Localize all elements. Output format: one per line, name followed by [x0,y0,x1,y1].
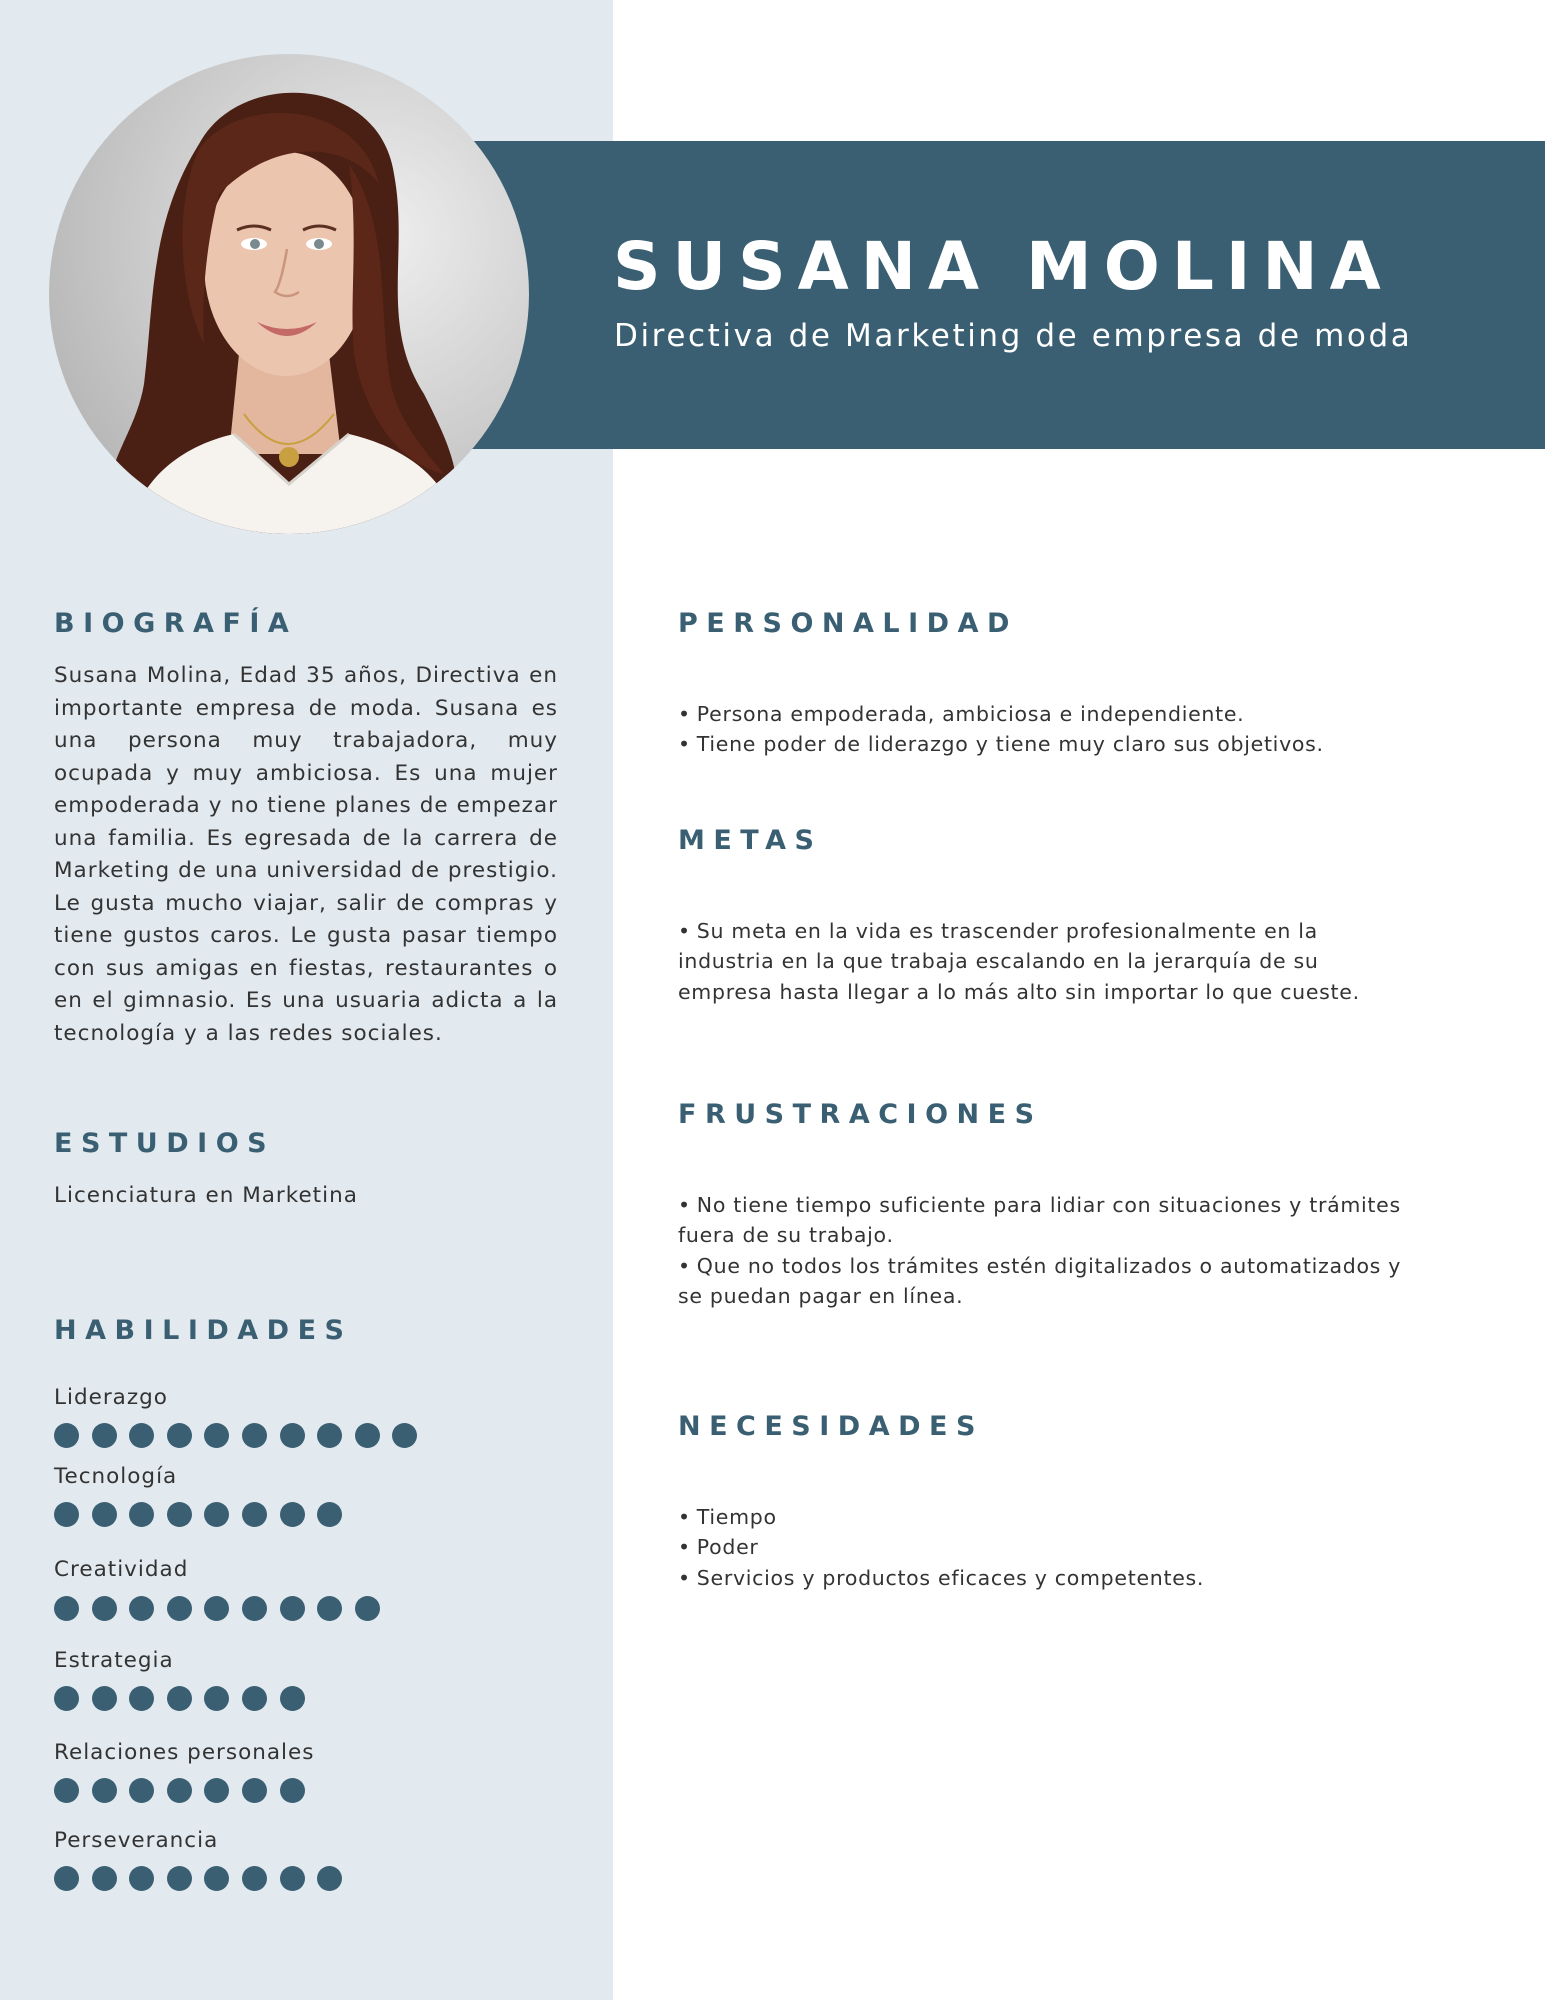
job-title: Directiva de Marketing de empresa de moda [614,318,1413,354]
rating-dot [129,1502,154,1527]
list-item-text: Tiempo [696,1505,777,1529]
list-item-text: Persona empoderada, ambiciosa e independiente. [696,702,1245,726]
rating-dot [242,1778,267,1803]
rating-dot [167,1866,192,1891]
rating-dot [54,1502,79,1527]
skills-heading: HABILIDADES [54,1315,353,1346]
rating-dot [204,1778,229,1803]
studies-text: Licenciatura en Marketina [54,1183,358,1208]
list-item [678,1532,1204,1562]
rating-dot [167,1596,192,1621]
rating-dot [92,1596,117,1621]
rating-dot [54,1423,79,1448]
rating-dot [167,1778,192,1803]
skill-rating [54,1502,355,1528]
profile-photo [49,54,529,534]
list-item-text: Tiene poder de liderazgo y tiene muy claro sus objetivos. [696,732,1324,757]
rating-dot [280,1423,305,1448]
list-item [678,699,1324,729]
rating-dot [92,1502,117,1527]
rating-dot [54,1596,79,1621]
bullet-icon: • [678,1565,691,1590]
list-item [678,916,1408,1007]
skill-label: Perseverancia [54,1828,219,1853]
goals-list [678,916,1408,1007]
rating-dot [204,1866,229,1891]
rating-dot [355,1423,380,1448]
rating-dot [129,1596,154,1621]
list-item [678,729,1324,759]
person-name: SUSANA MOLINA [613,228,1393,305]
personality-heading: PERSONALIDAD [678,608,1018,639]
bullet-icon: • [678,919,691,943]
goals-heading: METAS [678,825,823,856]
list-item-text: Que no todos los trámites estén digitalizados o automatizados y se puedan pagar en línea. [678,1253,1402,1309]
rating-dot [204,1423,229,1448]
rating-dot [129,1778,154,1803]
rating-dot [317,1866,342,1891]
bullet-icon: • [678,732,691,757]
rating-dot [129,1423,154,1448]
rating-dot [54,1686,79,1711]
needs-list [678,1502,1204,1593]
skill-rating [54,1596,392,1622]
skill-label: Relaciones personales [54,1740,315,1765]
studies-heading: ESTUDIOS [54,1128,276,1159]
bullet-icon: • [678,1253,691,1278]
rating-dot [242,1596,267,1621]
rating-dot [355,1596,380,1621]
skill-rating [54,1778,317,1804]
rating-dot [129,1686,154,1711]
rating-dot [392,1423,417,1448]
list-item [678,1190,1418,1251]
rating-dot [242,1686,267,1711]
rating-dot [204,1686,229,1711]
rating-dot [280,1686,305,1711]
bullet-icon: • [678,702,691,726]
needs-heading: NECESIDADES [678,1411,984,1442]
frustrations-heading: FRUSTRACIONES [678,1099,1043,1130]
skill-rating [54,1423,430,1449]
skill-label: Tecnología [54,1464,178,1489]
list-item [678,1251,1418,1312]
list-item-text: No tiene tiempo suficiente para lidiar con situaciones y trámites fuera de su trabajo. [678,1193,1401,1248]
rating-dot [242,1502,267,1527]
bullet-icon: • [678,1535,691,1560]
rating-dot [92,1866,117,1891]
frustrations-list [678,1190,1418,1312]
rating-dot [167,1502,192,1527]
rating-dot [92,1778,117,1803]
skill-rating [54,1866,355,1892]
list-item [678,1502,1204,1532]
rating-dot [92,1423,117,1448]
skill-rating [54,1686,317,1712]
rating-dot [54,1778,79,1803]
skill-label: Creatividad [54,1557,189,1582]
rating-dot [280,1866,305,1891]
rating-dot [92,1686,117,1711]
rating-dot [280,1502,305,1527]
rating-dot [204,1596,229,1621]
bullet-icon: • [678,1193,691,1217]
rating-dot [317,1596,342,1621]
bullet-icon: • [678,1505,691,1529]
rating-dot [54,1866,79,1891]
list-item [678,1563,1204,1593]
rating-dot [317,1423,342,1448]
personality-list [678,699,1324,760]
list-item-text: Su meta en la vida es trascender profesionalmente en la industria en la que trabaja escalando en la jerarquía de su empresa hasta llegar a lo más alto sin importar lo que cueste. [678,919,1360,1004]
rating-dot [280,1778,305,1803]
skill-label: Liderazgo [54,1385,168,1410]
rating-dot [129,1866,154,1891]
rating-dot [317,1502,342,1527]
list-item-text: Servicios y productos eficaces y competentes. [696,1565,1205,1590]
biography-heading: BIOGRAFÍA [54,608,298,639]
rating-dot [280,1596,305,1621]
rating-dot [167,1423,192,1448]
skill-label: Estrategia [54,1648,174,1673]
rating-dot [242,1423,267,1448]
biography-text: Susana Molina, Edad 35 años, Directiva en importante empresa de moda. Susana es una persona muy trabajadora, muy ocupada y muy ambiciosa. Es una mujer empoderada y no tiene planes de empezar una familia. Es egresada de la carrera de Marketing de una universidad de prestigio. Le gusta mucho viajar, salir de compras y tiene gustos caros. Le gusta pasar tiempo con sus amigas en fiestas, restaurantes o en el gimnasio. Es una usuaria adicta a la tecnología y a las redes sociales. [54,663,558,1046]
rating-dot [204,1502,229,1527]
list-item-text: Poder [696,1535,759,1560]
rating-dot [242,1866,267,1891]
rating-dot [167,1686,192,1711]
